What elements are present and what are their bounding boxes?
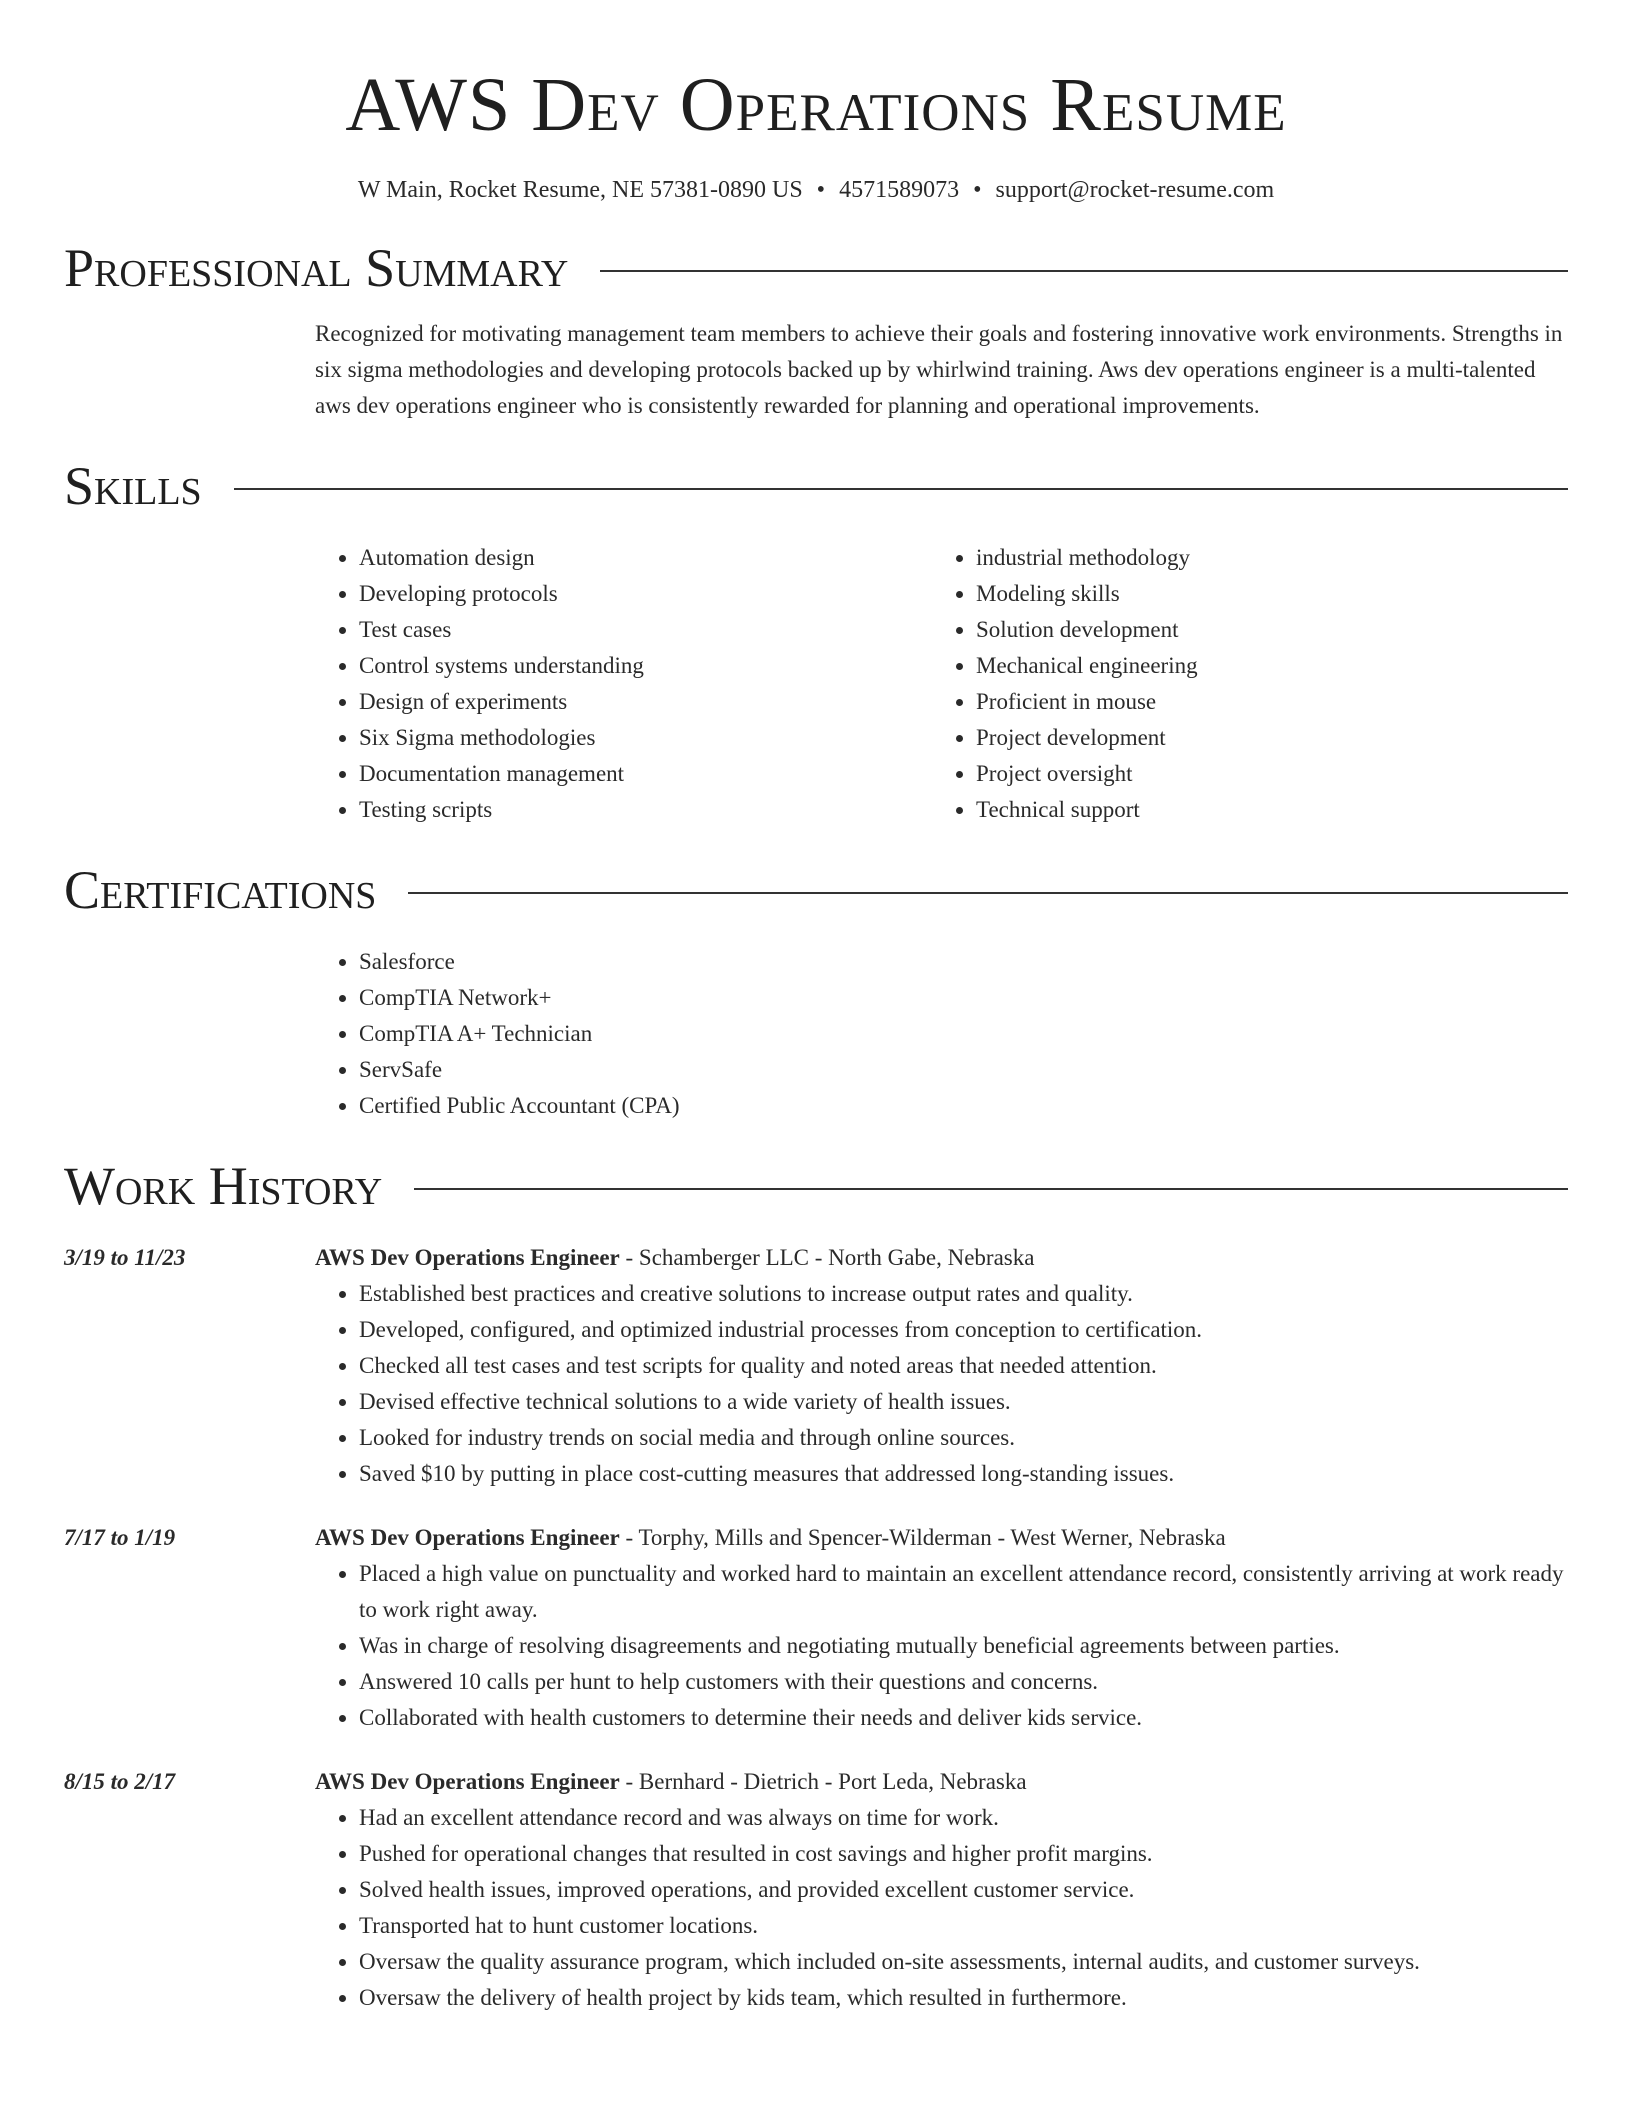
skill-item: • Technical support (976, 792, 1549, 828)
section-divider (408, 892, 1568, 894)
contact-separator: • (816, 177, 826, 203)
summary-text: Recognized for motivating management team members to achieve their goals and fostering innovative work environments. Strengths in six sigma methodologies and developing protocols backed up by whirlwind training. Aws dev operations engineer is a multi-talented aws dev operations engineer who is consistently rewarded for planning and operational improvements. (315, 321, 1563, 418)
job-body (315, 1764, 1568, 2016)
job-bullet: • Devised effective technical solutions to a wide variety of health issues. (359, 1384, 1568, 1420)
skills-list-left (315, 540, 932, 828)
skill-item: • Documentation management (359, 756, 932, 792)
job-title: AWS Dev Operations Engineer (315, 1525, 620, 1550)
job-title: AWS Dev Operations Engineer (315, 1245, 620, 1270)
skills-column-left (315, 540, 932, 828)
job-bullet: • Checked all test cases and test scripts for quality and noted areas that needed attention. (359, 1348, 1568, 1384)
job-bullet: • Saved $10 by putting in place cost-cutting measures that addressed long-standing issues. (359, 1456, 1568, 1492)
skill-item: • Developing protocols (359, 576, 932, 612)
skill-item: • Testing scripts (359, 792, 932, 828)
skills-header (64, 452, 1568, 520)
certifications-heading: Certifications (64, 860, 377, 920)
summary-header (64, 234, 1568, 302)
section-divider (600, 270, 1568, 272)
job-dates: 8/15 to 2/17 (64, 1769, 176, 1794)
skill-item: • Six Sigma methodologies (359, 720, 932, 756)
summary-content (315, 316, 1568, 424)
job-employer: - Schamberger LLC - North Gabe, Nebraska (619, 1245, 1035, 1270)
work-history-heading: Work History (64, 1156, 383, 1216)
skill-item: • Automation design (359, 540, 932, 576)
job-body (315, 1240, 1568, 1492)
job-dates: 3/19 to 11/23 (64, 1245, 186, 1270)
certifications-content (315, 944, 1568, 1124)
job-bullet-list (315, 1556, 1568, 1736)
summary-heading: Professional Summary (64, 238, 569, 298)
summary-section (64, 234, 1568, 424)
job-bullet: • Answered 10 calls per hunt to help customers with their questions and concerns. (359, 1664, 1568, 1700)
job-employer: - Bernhard - Dietrich - Port Leda, Nebraska (619, 1769, 1027, 1794)
section-divider (414, 1188, 1568, 1190)
job-header (315, 1520, 1568, 1556)
job-bullet: • Collaborated with health customers to determine their needs and deliver kids service. (359, 1700, 1568, 1736)
job-entry (64, 1240, 1568, 1492)
resume-title: AWS Dev Operations Resume (345, 63, 1287, 147)
job-employer: - Torphy, Mills and Spencer-Wilderman - West Werner, Nebraska (619, 1525, 1226, 1550)
skill-item: • Modeling skills (976, 576, 1549, 612)
job-bullet-list (315, 1800, 1568, 2016)
certification-item: • Certified Public Accountant (CPA) (359, 1088, 1568, 1124)
skill-item: • Project development (976, 720, 1549, 756)
certifications-list (315, 944, 1568, 1124)
skill-item: • Mechanical engineering (976, 648, 1549, 684)
certification-item: • Salesforce (359, 944, 1568, 980)
skill-item: • Project oversight (976, 756, 1549, 792)
job-header (315, 1240, 1568, 1276)
contact-separator: • (973, 177, 982, 203)
skill-item: • Solution development (976, 612, 1549, 648)
job-bullet-list (315, 1276, 1568, 1492)
job-bullet: • Oversaw the quality assurance program, which included on-site assessments, internal audits, and customer surveys. (359, 1944, 1568, 1980)
job-dates: 7/17 to 1/19 (64, 1525, 176, 1550)
contact-address: W Main, Rocket Resume, NE 57381-0890 US (357, 177, 803, 203)
job-bullet: • Looked for industry trends on social media and through online sources. (359, 1420, 1568, 1456)
contact-line (64, 174, 1568, 206)
certification-item: • CompTIA A+ Technician (359, 1016, 1568, 1052)
certifications-header (64, 856, 1568, 924)
skills-section (64, 452, 1568, 828)
job-entry (64, 1520, 1568, 1736)
job-bullet: • Solved health issues, improved operations, and provided excellent customer service. (359, 1872, 1568, 1908)
skill-item: • Control systems understanding (359, 648, 932, 684)
skills-list-right (932, 540, 1549, 828)
job-entry (64, 1764, 1568, 2016)
job-bullet: • Was in charge of resolving disagreements and negotiating mutually beneficial agreements between parties. (359, 1628, 1568, 1664)
job-header (315, 1764, 1568, 1800)
contact-email: support@rocket-resume.com (995, 177, 1275, 203)
job-bullet: • Placed a high value on punctuality and worked hard to maintain an excellent attendance record, consistently arriving at work ready to work right away. (359, 1556, 1568, 1628)
job-bullet: • Established best practices and creative solutions to increase output rates and quality. (359, 1276, 1568, 1312)
certifications-section (64, 856, 1568, 1124)
skills-heading: Skills (64, 456, 202, 516)
skill-item: • Design of experiments (359, 684, 932, 720)
work-history-section (64, 1152, 1568, 2016)
certification-item: • ServSafe (359, 1052, 1568, 1088)
work-history-header (64, 1152, 1568, 1220)
contact-phone: 4571589073 (839, 177, 960, 203)
resume-page (64, 0, 1568, 2016)
skills-column-right (932, 540, 1549, 828)
job-body (315, 1520, 1568, 1736)
job-title: AWS Dev Operations Engineer (315, 1769, 620, 1794)
skill-item: • Test cases (359, 612, 932, 648)
job-bullet: • Had an excellent attendance record and was always on time for work. (359, 1800, 1568, 1836)
job-bullet: • Pushed for operational changes that resulted in cost savings and higher profit margins. (359, 1836, 1568, 1872)
skill-item: • industrial methodology (976, 540, 1549, 576)
skills-columns (315, 540, 1568, 828)
job-bullet: • Oversaw the delivery of health project by kids team, which resulted in furthermore. (359, 1980, 1568, 2016)
skill-item: • Proficient in mouse (976, 684, 1549, 720)
job-bullet: • Developed, configured, and optimized industrial processes from conception to certification. (359, 1312, 1568, 1348)
section-divider (234, 488, 1568, 490)
job-bullet: • Transported hat to hunt customer locations. (359, 1908, 1568, 1944)
certification-item: • CompTIA Network+ (359, 980, 1568, 1016)
